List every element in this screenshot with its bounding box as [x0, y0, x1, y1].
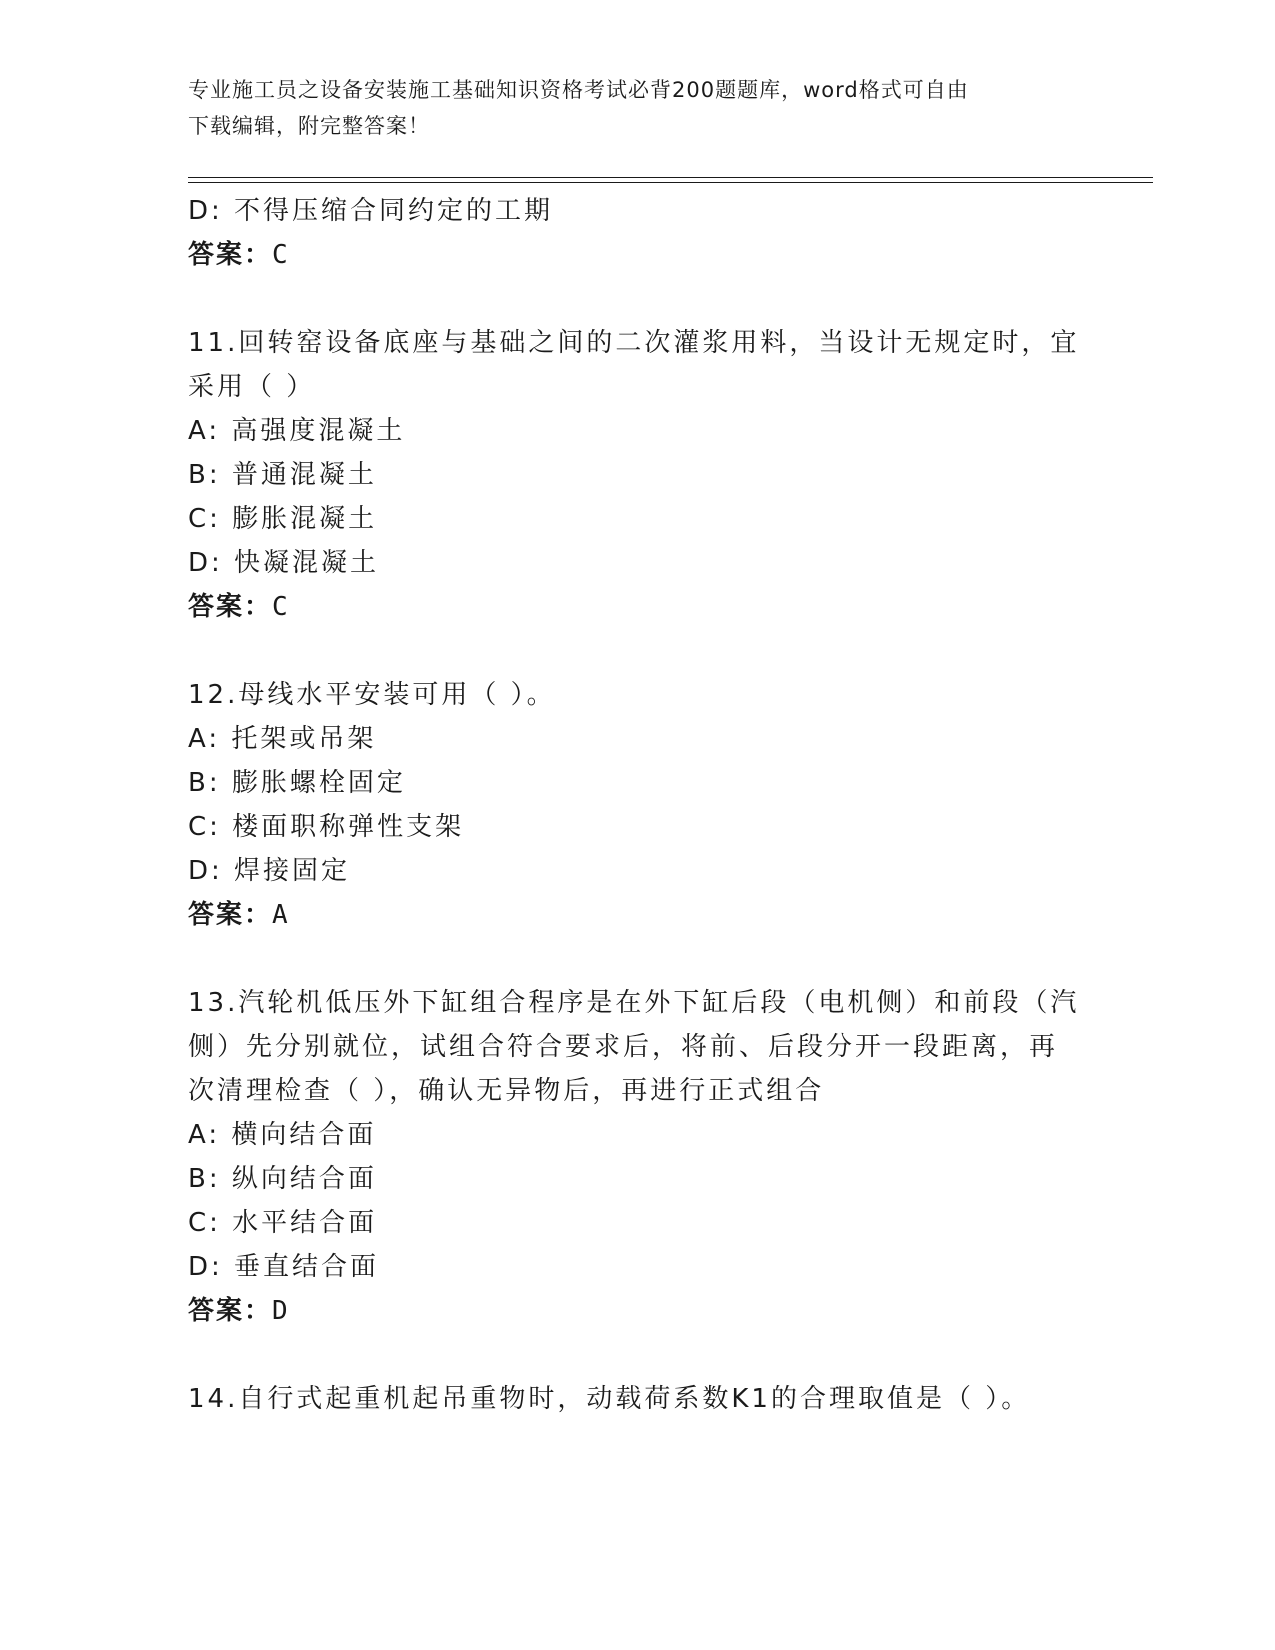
q11-stem-line-2: 采用（ ）: [188, 372, 316, 402]
header-line-1: 专业施工员之设备安装施工基础知识资格考试必背200题题库，word格式可自由: [188, 78, 969, 102]
header-rule-top: [188, 177, 1153, 178]
q12-option-a: A: 托架或吊架: [188, 724, 377, 754]
q13-stem-line-3: 次清理检查（ ），确认无异物后，再进行正式组合: [188, 1076, 825, 1106]
q11-stem-line-1: 11.回转窑设备底座与基础之间的二次灌浆用料，当设计无规定时，宜: [188, 328, 1080, 358]
q11-option-d: D: 快凝混凝土: [188, 548, 380, 578]
answer-value: C: [272, 592, 290, 622]
answer-value: A: [272, 900, 290, 930]
q13-stem-line-1: 13.汽轮机低压外下缸组合程序是在外下缸后段（电机侧）和前段（汽: [188, 988, 1080, 1018]
answer-label: 答案：: [188, 592, 273, 622]
q12-option-c: C: 楼面职称弹性支架: [188, 812, 465, 842]
q13-stem-line-2: 侧）先分别就位，试组合符合要求后，将前、后段分开一段距离，再: [188, 1032, 1059, 1062]
answer-value: D: [272, 1296, 290, 1326]
prev-option-d: D: 不得压缩合同约定的工期: [188, 196, 554, 226]
answer-label: 答案：: [188, 240, 273, 270]
answer-label: 答案：: [188, 1296, 273, 1326]
q14-stem-line-1: 14.自行式起重机起吊重物时，动载荷系数K1的合理取值是（ ）。: [188, 1384, 1031, 1414]
q11-option-c: C: 膨胀混凝土: [188, 504, 378, 534]
q12-answer: [188, 892, 290, 938]
q13-answer: [188, 1288, 290, 1334]
q11-answer: [188, 584, 290, 630]
answer-value: C: [272, 240, 290, 270]
q11-option-b: B: 普通混凝土: [188, 460, 377, 490]
header-rule-bottom: [188, 182, 1153, 183]
q13-option-b: B: 纵向结合面: [188, 1164, 377, 1194]
document-header: [188, 72, 1088, 144]
answer-label: 答案：: [188, 900, 273, 930]
q12-option-b: B: 膨胀螺栓固定: [188, 768, 406, 798]
header-line-2: 下载编辑，附完整答案！: [188, 114, 430, 138]
q12-stem-line-1: 12.母线水平安装可用（ ）。: [188, 680, 556, 710]
q13-option-d: D: 垂直结合面: [188, 1252, 380, 1282]
q13-option-a: A: 横向结合面: [188, 1120, 377, 1150]
q11-option-a: A: 高强度混凝土: [188, 416, 406, 446]
q12-option-d: D: 焊接固定: [188, 856, 351, 886]
q13-option-c: C: 水平结合面: [188, 1208, 378, 1238]
prev-answer: [188, 232, 290, 278]
